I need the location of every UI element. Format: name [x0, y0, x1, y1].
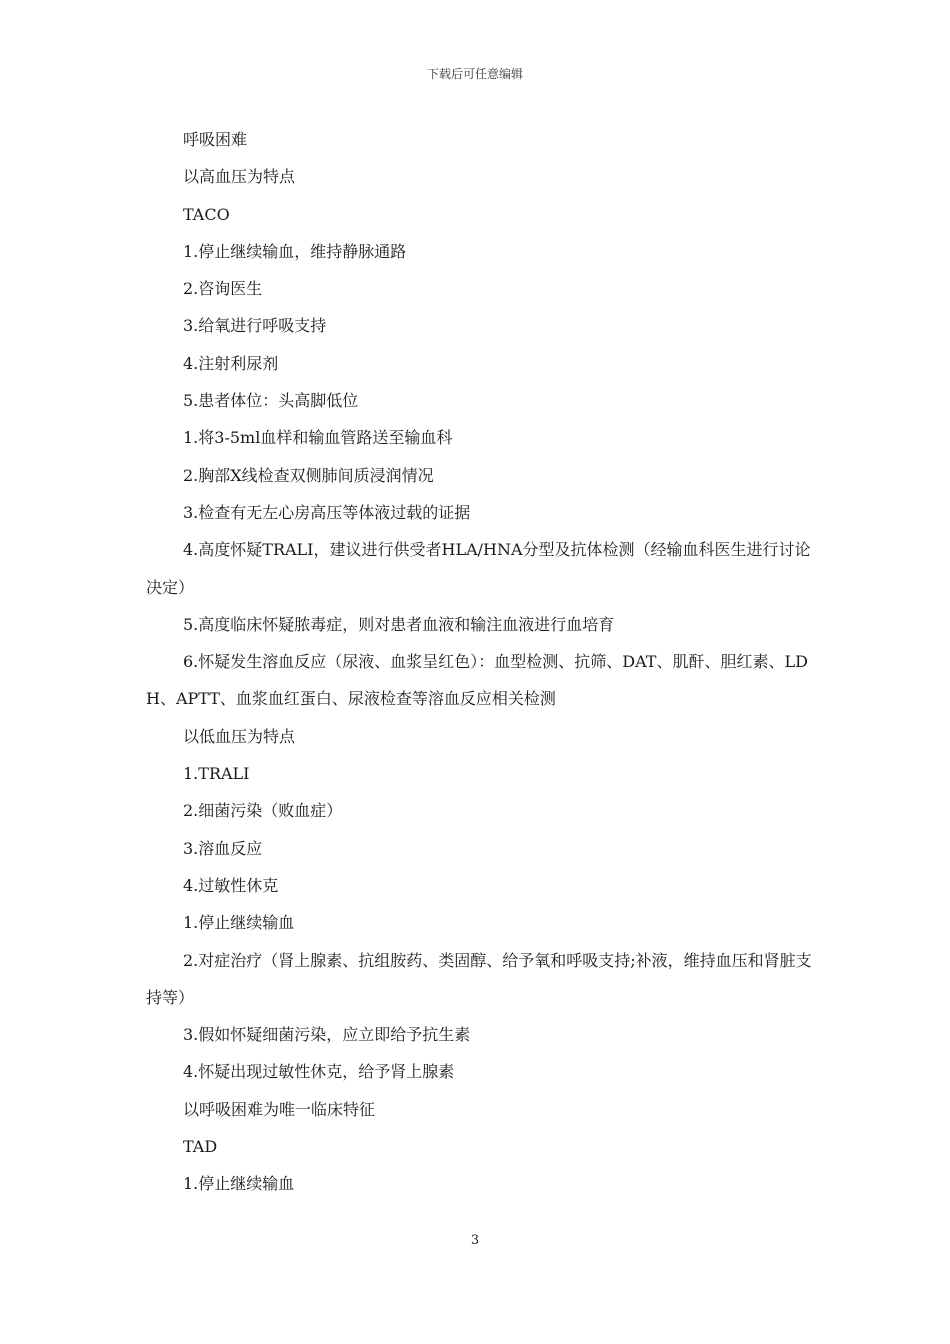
paragraph: 2.胸部X线检查双侧肺间质浸润情况 — [183, 465, 434, 485]
page-number: 3 — [470, 1233, 480, 1248]
paragraph: 5.患者体位：头高脚低位 — [183, 391, 359, 411]
paragraph: 4.过敏性休克 — [183, 875, 279, 895]
paragraph: 1.停止继续输血 — [183, 1174, 295, 1194]
paragraph: 4.注射利尿剂 — [183, 353, 279, 373]
paragraph: 3.检查有无左心房高压等体液过载的证据 — [183, 502, 471, 522]
page-header: 下载后可任意编辑 — [426, 67, 523, 81]
paragraph: 以高血压为特点 — [183, 167, 296, 187]
paragraph: 1.TRALI — [183, 764, 250, 784]
paragraph: 3.给氧进行呼吸支持 — [183, 316, 327, 336]
paragraph: 以呼吸困难为唯一临床特征 — [183, 1099, 376, 1119]
paragraph: TAD — [183, 1137, 218, 1157]
paragraph: 以低血压为特点 — [183, 726, 296, 746]
paragraph: 3.溶血反应 — [183, 838, 263, 858]
paragraph: 2.细菌污染（败血症） — [183, 801, 343, 821]
paragraph: 4.高度怀疑TRALI，建议进行供受者HLA/HNA分型及抗体检测（经输血科医生进行讨论决定） — [146, 540, 811, 597]
document-body — [146, 121, 818, 1203]
paragraph: 呼吸困难 — [183, 130, 248, 149]
paragraph: 6.怀疑发生溶血反应（尿液、血浆呈红色）：血型检测、抗筛、DAT、肌酐、胆红素、LDH、APTT、血浆血红蛋白、尿液检查等溶血反应相关检测 — [146, 652, 808, 709]
paragraph: 1.停止继续输血 — [183, 913, 295, 933]
paragraph: 1.停止继续输血，维持静脉通路 — [183, 241, 407, 261]
paragraph: 2.咨询医生 — [183, 279, 263, 299]
paragraph: 5.高度临床怀疑脓毒症，则对患者血液和输注血液进行血培育 — [183, 614, 615, 634]
paragraph: 3.假如怀疑细菌污染，应立即给予抗生素 — [183, 1025, 471, 1045]
paragraph: 4.怀疑出现过敏性休克，给予肾上腺素 — [183, 1062, 455, 1082]
paragraph: 2.对症治疗（肾上腺素、抗组胺药、类固醇、给予氧和呼吸支持;补液，维持血压和肾脏支持等） — [146, 950, 812, 1007]
paragraph: 1.将3-5ml血样和输血管路送至输血科 — [183, 428, 453, 448]
paragraph: TACO — [183, 204, 230, 224]
